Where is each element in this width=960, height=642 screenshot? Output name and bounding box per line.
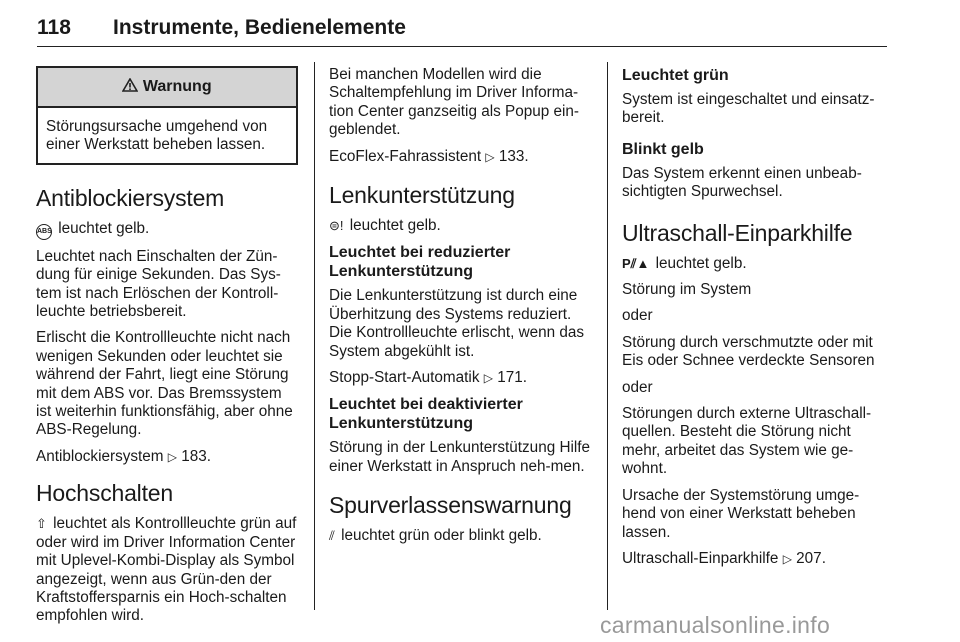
page-reference-arrow-icon: ▷: [485, 149, 495, 164]
shift-popup-text: Bei manchen Modellen wird die Schaltempfehlung im Driver Informa-tion Center ganzseitig als Popup ein-geblendet.: [329, 66, 580, 139]
column-2: [329, 66, 591, 554]
parking-assist-icon: P⫽▲: [622, 255, 650, 271]
steering-paragraph-2: Störung in der Lenkunterstützung Hilfe einer Werkstatt in Anspruch neh-men.: [329, 439, 591, 475]
abs-warning-icon: ABS: [36, 224, 52, 240]
park-paragraph-3: Störung durch verschmutzte oder mit Eis oder Schnee verdeckte Sensoren: [622, 333, 875, 370]
lane-departure-icon: ⫽: [329, 528, 335, 544]
warning-text: Störungsursache umgehend von einer Werkstatt beheben lassen.: [46, 118, 268, 154]
lane-heading: Spurverlassenswarnung: [329, 492, 572, 519]
park-paragraph-4: oder: [622, 378, 653, 396]
page-header: [37, 12, 887, 42]
steering-status: ⊜! leuchtet gelb.: [329, 217, 441, 235]
watermark: carmanualsonline.info: [600, 612, 831, 638]
lane-green-text: System ist eingeschaltet und einsatz-bereit.: [622, 91, 875, 127]
upshift-arrow-icon: ⇧: [36, 516, 47, 532]
park-paragraph-5: Störungen durch externe Ultraschall-quellen. Besteht die Störung nicht mehr, arbeitet das System wie ge-wohnt.: [622, 405, 872, 478]
page-reference-arrow-icon: ▷: [483, 371, 493, 386]
shift-heading: Hochschalten: [36, 480, 173, 507]
lane-status: ⫽ leuchtet grün oder blinkt gelb.: [329, 527, 542, 545]
abs-heading: Antiblockiersystem: [36, 184, 225, 211]
abs-paragraph-2: Erlischt die Kontrollleuchte nicht nach wenigen Sekunden oder leuchtet sie während der Fahrt, liegt eine Störung mit dem ABS vor. Das Bremssystem ist weiterhin funktionsfähig, aber ohne ABS-Regelung.: [36, 329, 293, 439]
abs-paragraph-1: Leuchtet nach Einschalten der Zün-dung für einige Sekunden. Das Sys-tem ist nach Erlöschen der Kontroll-leuchte betriebsbereit.: [36, 247, 281, 321]
column-divider-1: [314, 62, 315, 610]
column-3: [622, 66, 888, 576]
column-1: [36, 66, 298, 634]
steering-wheel-icon: ⊜!: [329, 218, 344, 234]
steering-heading: Lenkunterstützung: [329, 182, 515, 209]
warning-header: [38, 68, 296, 108]
ecoflex-reference: EcoFlex-Fahrassistent ▷ 133.: [329, 147, 529, 165]
park-paragraph-2: oder: [622, 307, 653, 325]
abs-reference: Antiblockiersystem ▷ 183.: [36, 447, 212, 465]
park-paragraph-1: Störung im System: [622, 281, 752, 299]
page-number: 118: [37, 16, 71, 39]
lane-green-heading: Leuchtet grün: [622, 67, 729, 84]
warning-box: [36, 66, 298, 165]
column-divider-2: [607, 62, 608, 610]
abs-status: ABS leuchtet gelb.: [36, 220, 298, 240]
shift-text: ⇧ leuchtet als Kontrollleuchte grün auf oder wird im Driver Information Center mit Uplevel-Kombi-Display als Symbol angezeigt, wenn aus Grün-den der Kraftstoffersparnis ein Hoch-schalten empfohlen wird.: [36, 515, 297, 625]
park-reference: Ultraschall-Einparkhilfe ▷ 207.: [622, 549, 826, 567]
park-status: P⫽▲ leuchtet gelb.: [622, 254, 747, 272]
steering-subheading-deactivated: Leuchtet bei deaktivierter Lenkunterstützung: [329, 396, 523, 433]
lane-yellow-text: Das System erkennt einen unbeab-sichtigten Spurwechsel.: [622, 164, 862, 201]
warning-triangle-icon: [122, 78, 142, 95]
header-divider: [37, 46, 887, 47]
warning-title: Warnung: [142, 78, 212, 95]
page-reference-arrow-icon: ▷: [167, 449, 177, 464]
steering-paragraph-1: Die Lenkunterstützung ist durch eine Überhitzung des Systems reduziert. Die Kontrollleuchte erlischt, wenn das System abgekühlt ist.: [329, 287, 585, 360]
lane-yellow-heading: Blinkt gelb: [622, 140, 704, 158]
park-paragraph-6: Ursache der Systemstörung umge-hend von einer Werkstatt beheben lassen.: [622, 486, 860, 541]
park-heading: Ultraschall-Einparkhilfe: [622, 219, 853, 246]
steering-subheading-reduced: Leuchtet bei reduzierter Lenkunterstützung: [329, 244, 511, 281]
chapter-title: Instrumente, Bedienelemente: [113, 16, 406, 39]
stopstart-reference: Stopp-Start-Automatik ▷ 171.: [329, 369, 527, 387]
page-reference-arrow-icon: ▷: [782, 551, 792, 566]
